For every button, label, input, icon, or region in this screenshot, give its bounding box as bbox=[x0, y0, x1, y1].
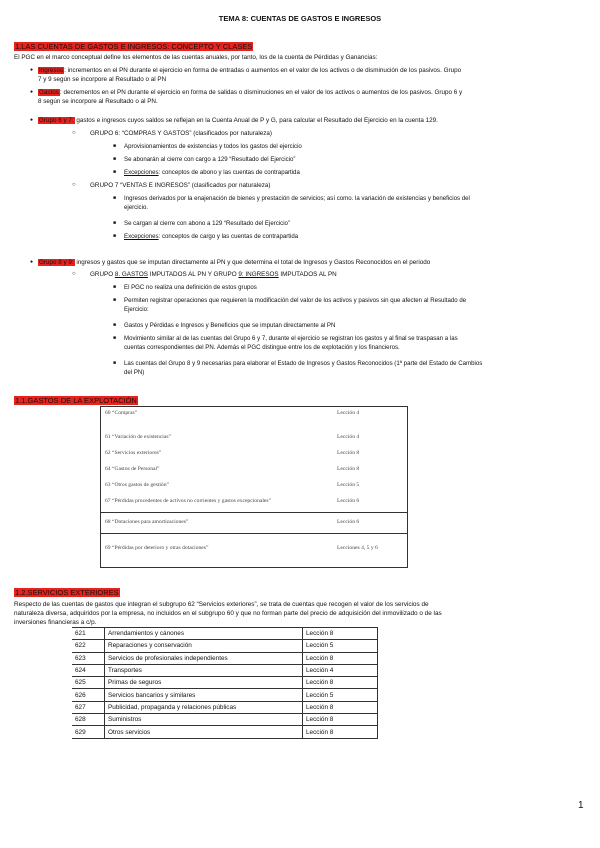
account-row: 62 “Servicios exteriores” Lección 8 bbox=[105, 450, 360, 456]
table-row bbox=[72, 664, 378, 676]
table-cell-name: Suministros bbox=[105, 714, 303, 726]
table-cell-code: 628 bbox=[72, 714, 105, 726]
section-1-intro: El PGC en el marco conceptual define los elementos de las cuentas anuales, por tanto, los de la cuenta de Pérdidas y Ganancias: bbox=[14, 54, 378, 61]
bullet-grupo-6-7: ● Grupo 6 y 7: gastos e ingresos cuyos saldos se reflejan en la Cuenta Anual de P y G, para calcular el Resultado del Ejercicio en la cuenta 129. bbox=[38, 116, 598, 125]
section-1-1-heading: 1.1.GASTOS DE LA EXPLOTACIÓN bbox=[15, 396, 137, 405]
table-row bbox=[72, 689, 378, 701]
table-cell-code: 627 bbox=[72, 701, 105, 713]
account-row: 67 “Pérdidas procedentes de activos no corrientes y gastos excepcionales” Lección 6 bbox=[105, 498, 360, 504]
table-cell-name: Primas de seguros bbox=[105, 677, 303, 689]
grupo-7-item-2: ■ Se cargan al cierre con abono a 129 “Resultado del Ejercicio” bbox=[124, 219, 594, 228]
section-1-2-heading: 1.2.SERVICIOS EXTERIORES bbox=[15, 588, 119, 597]
table-cell-name: Transportes bbox=[105, 664, 303, 676]
section-1-2-paragraph: Respecto de las cuentas de gastos que integran el subgrupo 62 “Servicios exteriores”, se trata de cuentas que recogen el valor de los servicios de naturaleza diversa, adquiridos por la empresa, no incluidos en el subgrupo 60 y que no forman parte del precio de adquisición del inmovilizado o de las inversiones financieras a c/p. bbox=[14, 601, 442, 626]
grupo-6-item-3: ■ Excepciones: conceptos de abono y las cuentas de contrapartida bbox=[124, 168, 594, 177]
account-row: 63 “Otros gastos de gestión” Lección 5 bbox=[105, 482, 360, 488]
table-cell-name: Servicios bancarios y similares bbox=[105, 689, 303, 701]
grupo-8-9-title: ○ GRUPO 8. GASTOS IMPUTADOS AL PN Y GRUPO 9: INGRESOS IMPUTADOS AL PN bbox=[90, 270, 590, 279]
page-number: 1 bbox=[578, 800, 584, 811]
account-row: 69 “Pérdidas por deterioro y otras dotaciones” Lecciones 4, 5 y 6 bbox=[105, 545, 378, 551]
table-cell-name: Arrendamientos y cánones bbox=[105, 628, 303, 640]
bullet-ingresos: ● Ingresos: incrementos en el PN durante el ejercicio en forma de entradas o aumentos en el valor de los activos o de disminución de los pasivos. Grupo 7 y 9 según se incorpore al Resultado o al PN bbox=[38, 66, 598, 84]
account-row: 64 “Gastos de Personal” Lección 8 bbox=[105, 466, 360, 472]
table-cell-les: Lección 5 bbox=[303, 689, 378, 701]
table-cell-les: Lección 8 bbox=[303, 652, 378, 664]
grupo-6-item-1: ■ Aprovisionamientos de existencias y todos los gastos del ejercicio bbox=[124, 142, 594, 151]
explotacion-accounts-box bbox=[100, 406, 408, 568]
grupo-6-item-2: ■ Se abonarán al cierre con cargo a 129 “Resultado del Ejercicio” bbox=[124, 155, 594, 164]
grupo-8-9-item-5: ■ Las cuentas del Grupo 8 y 9 necesarias para elaborar el Estado de Ingresos y Gastos Reconocidos (1ª parte del Estado de Cambios del PN) bbox=[124, 359, 594, 377]
account-row: 68 “Dotaciones para amortizaciones” Lección 6 bbox=[105, 519, 360, 525]
table-cell-code: 621 bbox=[72, 628, 105, 640]
account-row: 60 “Compras” Lección 4 bbox=[105, 410, 360, 416]
box-divider bbox=[101, 512, 407, 513]
table-cell-name: Publicidad, propaganda y relaciones públicas bbox=[105, 701, 303, 713]
grupo-8-9-item-2: ■ Permiten registrar operaciones que requieren la modificación del valor de los activos y pasivos sin que afecten al Resultado de Ejercicio: bbox=[124, 296, 594, 314]
table-cell-name: Servicios de profesionales independientes bbox=[105, 652, 303, 664]
table-row bbox=[72, 640, 378, 652]
section-1-heading: 1.LAS CUENTAS DE GASTOS E INGRESOS: CONCEPTO Y CLASES bbox=[15, 42, 253, 51]
table-cell-code: 625 bbox=[72, 677, 105, 689]
table-cell-code: 623 bbox=[72, 652, 105, 664]
table-row bbox=[72, 677, 378, 689]
grupo-7-title: ○ GRUPO 7 “VENTAS E INGRESOS” (clasificados por naturaleza) bbox=[90, 181, 590, 190]
table-cell-code: 624 bbox=[72, 664, 105, 676]
account-row: 61 “Variación de existencias” Lección 4 bbox=[105, 434, 360, 440]
servicios-exteriores-table bbox=[72, 627, 378, 739]
table-cell-les: Lección 8 bbox=[303, 714, 378, 726]
table-cell-name: Reparaciones y conservación bbox=[105, 640, 303, 652]
table-cell-les: Lección 8 bbox=[303, 726, 378, 738]
table-cell-les: Lección 8 bbox=[303, 628, 378, 640]
table-cell-name: Otros servicios bbox=[105, 726, 303, 738]
table-row bbox=[72, 726, 378, 738]
table-cell-les: Lección 8 bbox=[303, 677, 378, 689]
table-cell-les: Lección 5 bbox=[303, 640, 378, 652]
table-cell-les: Lección 8 bbox=[303, 701, 378, 713]
table-row bbox=[72, 652, 378, 664]
table-cell-code: 629 bbox=[72, 726, 105, 738]
bullet-gastos: ● Gastos: decrementos en el PN durante el ejercicio en forma de salidas o disminuciones en el valor de los activos o aumentos de los pasivos. Grupo 6 y 8 según se incorpore al Resultado o al PN. bbox=[38, 88, 598, 106]
page-title: TEMA 8: CUENTAS DE GASTOS E INGRESOS bbox=[218, 14, 382, 23]
grupo-7-item-3: ■ Excepciones: conceptos de cargo y las cuentas de contrapartida bbox=[124, 232, 594, 241]
table-cell-code: 626 bbox=[72, 689, 105, 701]
table-row bbox=[72, 628, 378, 640]
grupo-8-9-item-3: ■ Gastos y Pérdidas e Ingresos y Beneficios que se imputan directamente al PN bbox=[124, 321, 594, 330]
table-row bbox=[72, 701, 378, 713]
grupo-8-9-item-4: ■ Movimiento similar al de las cuentas del Grupo 6 y 7, durante el ejercicio se registran los gastos y al final se traspasan a las cuentas correspondientes del PN. Además el PGC distingue entre los de explotación y los financieros. bbox=[124, 334, 594, 352]
box-divider bbox=[101, 533, 407, 534]
table-cell-code: 622 bbox=[72, 640, 105, 652]
table-row bbox=[72, 714, 378, 726]
grupo-6-title: ○ GRUPO 6: “COMPRAS Y GASTOS” (clasificados por naturaleza) bbox=[90, 129, 590, 138]
grupo-8-9-item-1: ■ El PGC no realiza una definición de estos grupos bbox=[124, 283, 594, 292]
bullet-grupo-8-9: ● Grupo 8 y 9: ingresos y gastos que se imputan directamente al PN y que determina el total de Ingresos y Gastos Reconocidos en el periodo bbox=[38, 258, 598, 267]
table-cell-les: Lección 4 bbox=[303, 664, 378, 676]
grupo-7-item-1: ■ Ingresos derivados por la enajenación de bienes y prestación de servicios; así como. la variación de existencias y beneficios del ejercicio. bbox=[124, 194, 594, 212]
